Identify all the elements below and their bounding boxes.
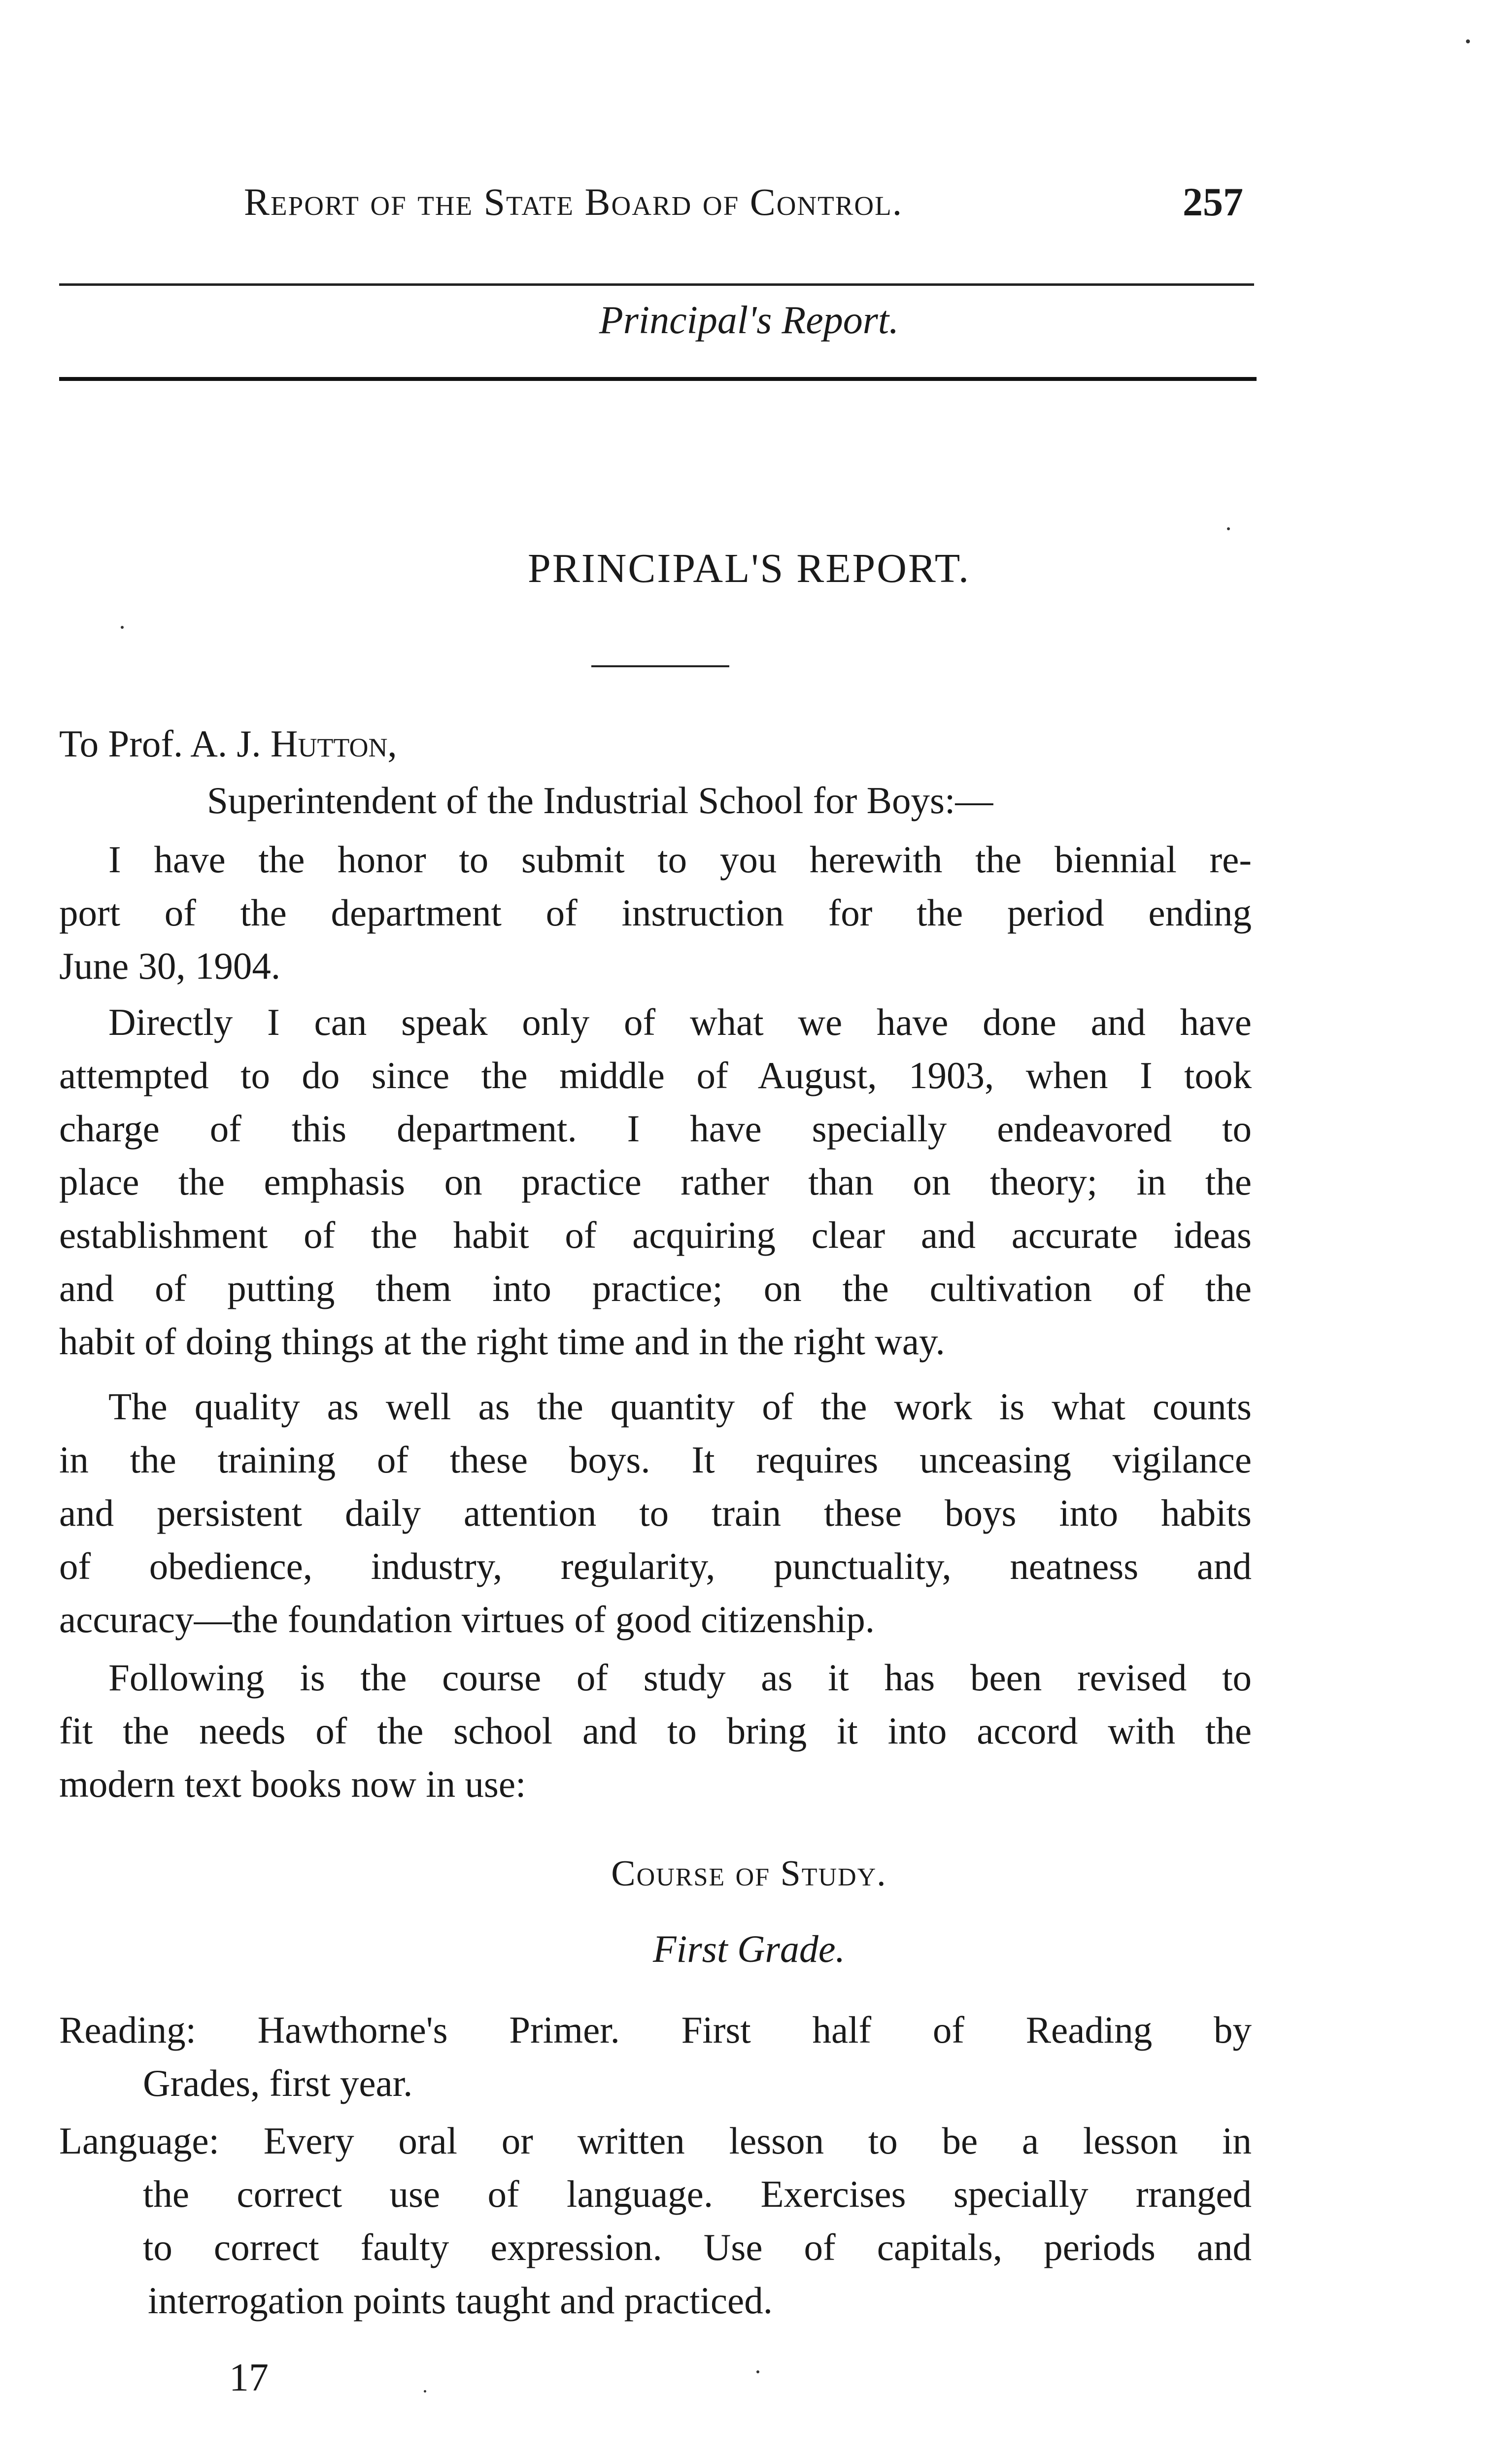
paper-speck — [756, 2370, 759, 2373]
paragraph-line: fit the needs of the school and to bring it into accord with the — [59, 1710, 1252, 1752]
paragraph-4 — [59, 1651, 1252, 1811]
paragraph-2 — [59, 995, 1252, 1368]
paragraph-line: and of putting them into practice; on the cultivation of the — [59, 1267, 1252, 1309]
paragraph-line: habit of doing things at the right time and in the right way. — [59, 1320, 945, 1363]
entry-line: interrogation points taught and practiced. — [148, 2279, 773, 2322]
entry-line: Grades, first year. — [143, 2062, 413, 2104]
salutation — [59, 722, 397, 766]
entry-line: the correct use of language. Exercises specially rranged — [143, 2173, 1252, 2215]
salutation-prefix: To Prof. A. J. — [59, 722, 271, 765]
language-entry — [59, 2114, 1252, 2327]
signature-mark: 17 — [229, 2356, 269, 2399]
section-header: Principal's Report. — [599, 299, 899, 342]
paragraph-line: I have the honor to submit to you herewith the biennial re- — [108, 838, 1252, 881]
title-rule — [591, 665, 729, 667]
header-rule-top — [59, 283, 1254, 286]
paragraph-line: Directly I can speak only of what we have done and have — [108, 1001, 1252, 1043]
paper-speck — [1227, 527, 1230, 530]
entry-line: Language: Every oral or written lesson to be a lesson in — [59, 2120, 1252, 2162]
paper-speck — [1466, 39, 1470, 43]
paragraph-line: port of the department of instruction for the period ending — [59, 891, 1252, 934]
paper-speck — [121, 626, 124, 629]
page-title: PRINCIPAL'S REPORT. — [528, 546, 970, 591]
salutation-name: Hutton, — [270, 722, 397, 765]
paragraph-line: June 30, 1904. — [59, 945, 281, 987]
paragraph-line: establishment of the habit of acquiring clear and accurate ideas — [59, 1214, 1252, 1256]
paragraph-line: in the training of these boys. It requires unceasing vigilance — [59, 1438, 1252, 1481]
paragraph-line: place the emphasis on practice rather than on theory; in the — [59, 1161, 1252, 1203]
paper-speck — [424, 2390, 426, 2393]
paragraph-line: accuracy—the foundation virtues of good citizenship. — [59, 1598, 875, 1641]
course-heading: Course of Study. — [611, 1853, 887, 1894]
entry-line: to correct faulty expression. Use of capitals, periods and — [143, 2226, 1252, 2268]
paragraph-1 — [59, 833, 1252, 992]
paragraph-line: and persistent daily attention to train these boys into habits — [59, 1492, 1252, 1534]
header-rule-bottom — [59, 377, 1257, 381]
paragraph-line: Following is the course of study as it has been revised to — [108, 1656, 1252, 1699]
paragraph-line: of obedience, industry, regularity, punctuality, neatness and — [59, 1545, 1252, 1587]
addressee: Superintendent of the Industrial School for Boys:— — [207, 779, 993, 821]
reading-entry — [59, 2003, 1252, 2110]
grade-heading: First Grade. — [653, 1927, 845, 1970]
paragraph-line: charge of this department. I have specially endeavored to — [59, 1107, 1252, 1150]
running-head: Report of the State Board of Control. — [244, 180, 903, 223]
entry-line: Reading: Hawthorne's Primer. First half of Reading by — [59, 2009, 1252, 2051]
paragraph-line: modern text books now in use: — [59, 1763, 526, 1805]
paragraph-line: The quality as well as the quantity of the work is what counts — [108, 1385, 1252, 1428]
page-number: 257 — [1183, 179, 1243, 224]
paragraph-line: attempted to do since the middle of August, 1903, when I took — [59, 1054, 1252, 1096]
paragraph-3 — [59, 1380, 1252, 1646]
